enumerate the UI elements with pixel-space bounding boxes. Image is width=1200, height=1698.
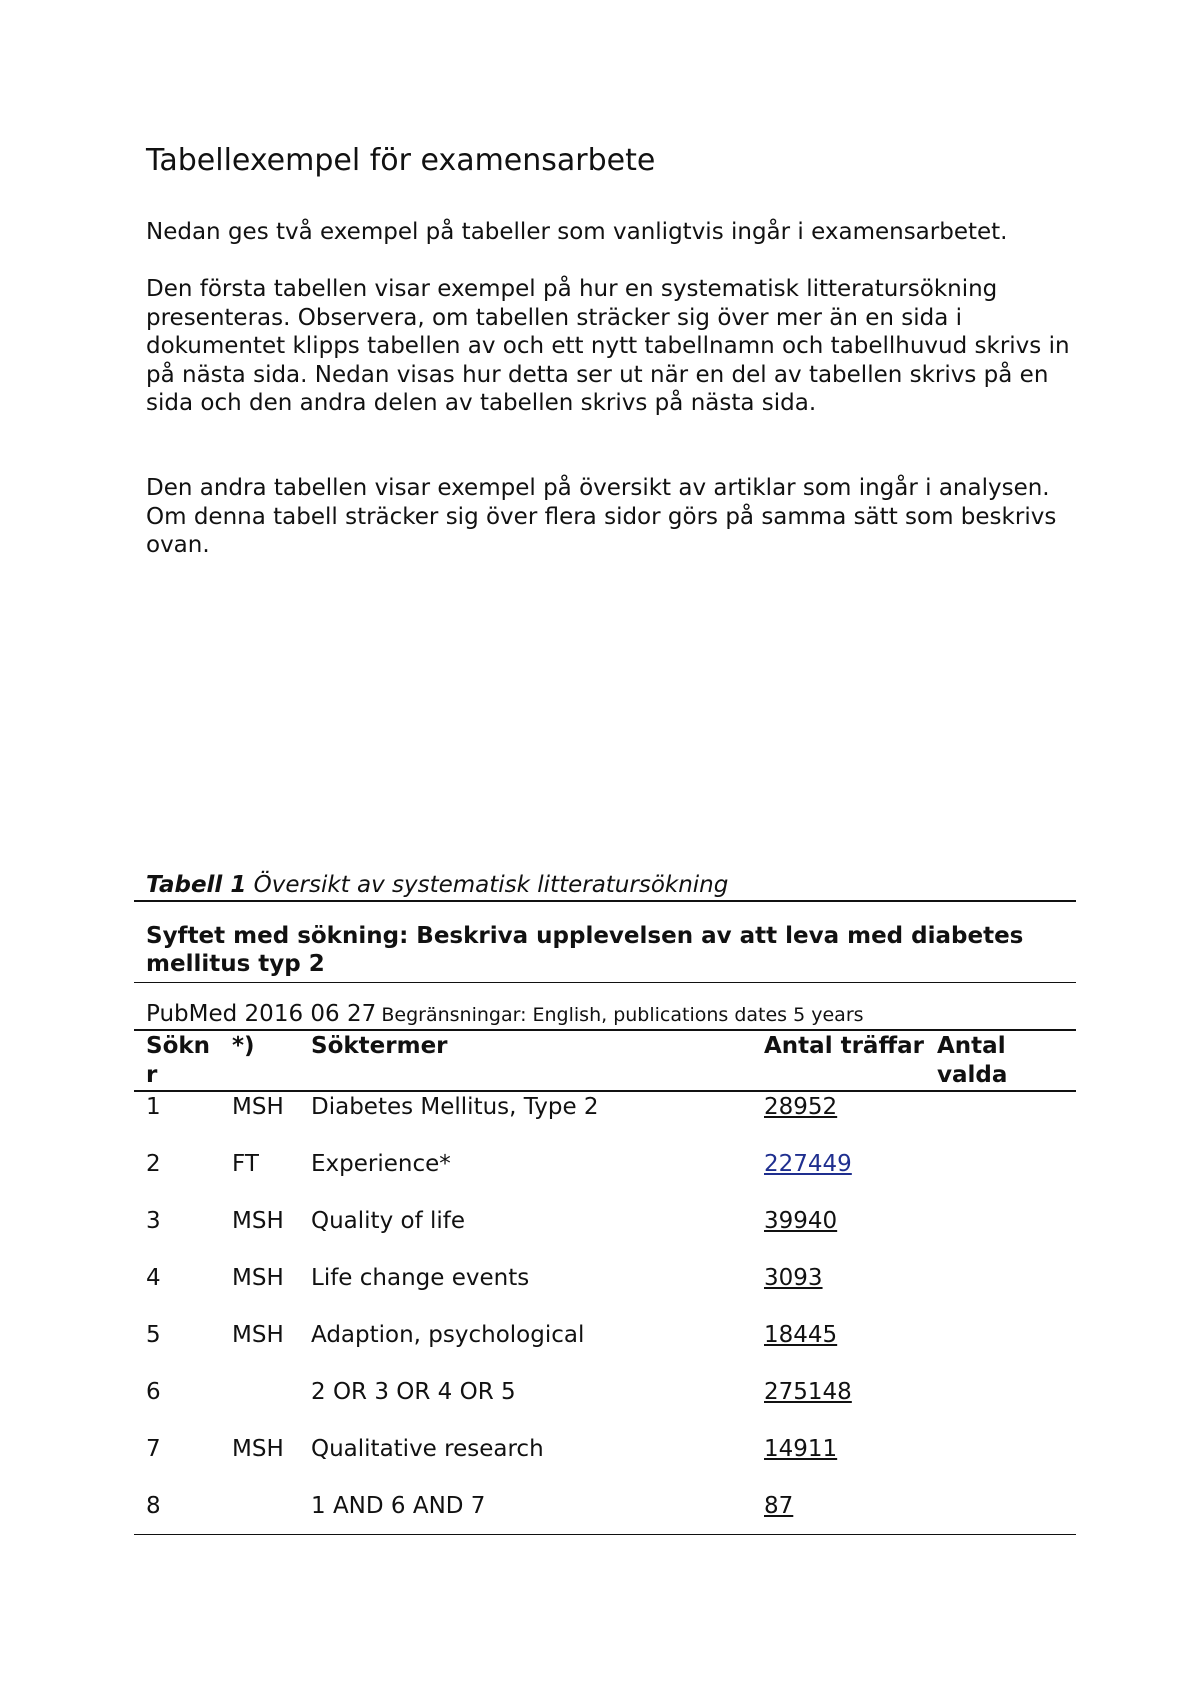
- hits-link[interactable]: 18445: [764, 1322, 838, 1348]
- row-search-terms: Diabetes Mellitus, Type 2: [311, 1094, 599, 1120]
- row-number: 5: [146, 1322, 161, 1348]
- second-table-description: Den andra tabellen visar exempel på översikt av artiklar som ingår i analysen. Om denna tabell sträcker sig över flera sidor görs på samma sätt som beskrivs ovan.: [146, 475, 1057, 558]
- database-line: [134, 983, 1076, 1031]
- row-hits-cell: [752, 1492, 925, 1535]
- hits-link[interactable]: 39940: [764, 1208, 838, 1234]
- hits-link[interactable]: 227449: [764, 1151, 852, 1177]
- row-number: 3: [146, 1208, 161, 1234]
- row-selected: [925, 1264, 1076, 1321]
- row-hits-cell: [752, 1264, 925, 1321]
- row-term-type: MSH: [232, 1094, 284, 1120]
- table-row: [134, 1492, 1076, 1535]
- hits-link[interactable]: 275148: [764, 1379, 852, 1405]
- row-hits-cell: [752, 1207, 925, 1264]
- row-search-terms: Life change events: [311, 1265, 530, 1291]
- first-table-description: Den första tabellen visar exempel på hur en systematisk litteratursökning presenteras. Observera, om tabellen sträcker sig över mer än en sida i dokumentet klipps tabellen av och ett nytt tabellnamn och tabellhuvud skrivs in på nästa sida. Nedan visas hur detta ser ut när en del av tabellen skrivs på en sida och den andra delen av tabellen skrivs på nästa sida.: [146, 276, 1070, 416]
- row-search-terms: Qualitative research: [311, 1436, 544, 1462]
- row-selected: [925, 1492, 1076, 1535]
- table-caption: [134, 870, 1076, 902]
- row-hits-cell: [752, 1321, 925, 1378]
- table-row: [134, 1435, 1076, 1492]
- row-number: 6: [146, 1379, 161, 1405]
- hits-link[interactable]: 28952: [764, 1094, 838, 1120]
- header-selected: Antal valda: [925, 1031, 1076, 1091]
- row-search-terms: 1 AND 6 AND 7: [299, 1492, 752, 1535]
- table-row: [134, 1264, 1076, 1321]
- hits-link[interactable]: 3093: [764, 1265, 823, 1291]
- row-search-terms: Adaption, psychological: [311, 1322, 585, 1348]
- search-limits: Begränsningar: English, publications dates 5 years: [381, 1004, 864, 1026]
- row-term-type: [220, 1492, 299, 1535]
- row-number: 1: [146, 1094, 161, 1120]
- search-purpose: Syftet med sökning: Beskriva upplevelsen av att leva med diabetes mellitus typ 2: [134, 902, 1076, 983]
- header-hits: Antal träffar: [752, 1031, 925, 1091]
- row-term-type: MSH: [232, 1265, 284, 1291]
- row-selected: [925, 1207, 1076, 1264]
- row-search-terms: Quality of life: [311, 1208, 466, 1234]
- row-hits-cell: [752, 1378, 925, 1435]
- table-caption-label: Tabell 1: [146, 872, 247, 898]
- search-table-block: [134, 870, 1076, 1535]
- row-term-type: FT: [232, 1151, 259, 1177]
- table-row: [134, 1091, 1076, 1150]
- row-selected: [925, 1150, 1076, 1207]
- table-caption-text: Översikt av systematisk litteratursökning: [253, 872, 729, 898]
- header-term-type: *): [220, 1031, 299, 1091]
- row-hits-cell: [752, 1150, 925, 1207]
- database-name-date: PubMed 2016 06 27: [146, 1001, 377, 1027]
- hits-link[interactable]: 87: [764, 1493, 794, 1519]
- row-number: 7: [146, 1436, 161, 1462]
- row-selected: [925, 1321, 1076, 1378]
- row-number: 4: [146, 1265, 161, 1291]
- row-number: 8: [134, 1492, 220, 1535]
- row-selected: [925, 1435, 1076, 1492]
- header-search-number: Sökn r: [134, 1031, 220, 1091]
- table-row: [134, 1378, 1076, 1435]
- table-header-row: [134, 1031, 1076, 1091]
- header-search-terms: Söktermer: [299, 1031, 752, 1091]
- hits-link[interactable]: 14911: [764, 1436, 838, 1462]
- row-term-type: MSH: [232, 1208, 284, 1234]
- row-term-type: MSH: [232, 1436, 284, 1462]
- row-term-type: [220, 1378, 299, 1435]
- intro-paragraph: Nedan ges två exempel på tabeller som vanligtvis ingår i examensarbetet.: [146, 219, 1008, 245]
- row-hits-cell: [752, 1091, 925, 1150]
- search-table: [134, 1031, 1076, 1535]
- row-selected: [925, 1091, 1076, 1150]
- row-search-terms: 2 OR 3 OR 4 OR 5: [311, 1379, 516, 1405]
- table-row: [134, 1321, 1076, 1378]
- row-term-type: MSH: [232, 1322, 284, 1348]
- row-selected: [925, 1378, 1076, 1435]
- row-hits-cell: [752, 1435, 925, 1492]
- table-row: [134, 1207, 1076, 1264]
- row-search-terms: Experience*: [311, 1151, 451, 1177]
- row-number: 2: [146, 1151, 161, 1177]
- document-title: Tabellexempel för examensarbete: [146, 143, 656, 178]
- table-row: [134, 1150, 1076, 1207]
